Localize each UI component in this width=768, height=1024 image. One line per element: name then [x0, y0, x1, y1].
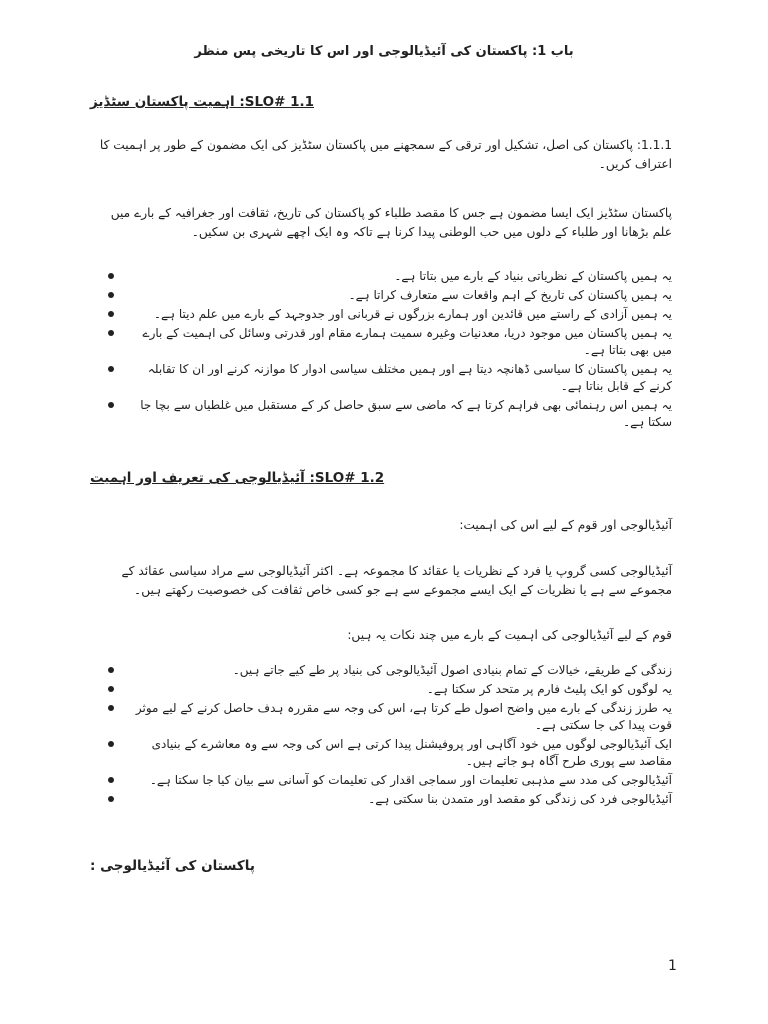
list-item [108, 736, 672, 770]
list-item [108, 397, 672, 431]
bullet-icon [108, 686, 114, 692]
bullet-icon [108, 292, 114, 298]
bullet-icon [108, 311, 114, 317]
list-item [108, 700, 672, 734]
list-item-text: آئیڈیالوجی کی مدد سے مذہبی تعلیمات اور سماجی اقدار کی تعلیمات کو آسانی سے بیان کیا جا سکتا ہے۔ [149, 773, 672, 787]
list-item-text: آئیڈیالوجی فرد کی زندگی کو مقصد اور متمدن بنا سکتی ہے۔ [368, 792, 672, 806]
list-item [108, 772, 672, 789]
section-heading-text: پاکستان کی آئیڈیالوجی : [90, 858, 255, 874]
section-heading-slo-1-2 [90, 470, 678, 486]
section-heading-slo-1-1 [90, 94, 678, 110]
section-heading-text: SLO# 1.2: آئیڈیالوجی کی تعریف اور اہمیت [90, 470, 385, 486]
list-item-text: یہ ہمیں پاکستان کی تاریخ کے اہم واقعات سے متعارف کراتا ہے۔ [348, 288, 672, 302]
bullet-icon [108, 330, 114, 336]
list-item [108, 681, 672, 698]
list-item-text: یہ ہمیں پاکستان میں موجود دریا، معدنیات وغیرہ سمیت ہمارے مقام اور قدرتی وسائل کی اہمیت کے بارے میں بھی بتاتا ہے۔ [142, 326, 672, 357]
bullet-list-ideology-importance [108, 662, 672, 810]
list-item-text: یہ ہمیں آزادی کے راستے میں قائدین اور ہمارے بزرگوں نے قربانی اور جدوجہد کے بارے میں علم دیتا ہے۔ [153, 307, 672, 321]
list-item [108, 361, 672, 395]
list-item-text: یہ ہمیں پاکستان کے نظریاتی بنیاد کے بارے میں بتاتا ہے۔ [394, 269, 672, 283]
section-heading-pakistan-ideology [90, 858, 678, 874]
paragraph-ideology-points-intro: قوم کے لیے آئیڈیالوجی کی اہمیت کے بارے میں چند نکات یہ ہیں: [347, 628, 672, 642]
bullet-icon [108, 667, 114, 673]
list-item-text: یہ ہمیں پاکستان کا سیاسی ڈھانچہ دیتا ہے اور ہمیں مختلف سیاسی ادوار کا موازنہ کرنے اور ان کا تقابلہ کرنے کے قابل بناتا ہے۔ [147, 362, 672, 393]
bullet-icon [108, 777, 114, 783]
list-item [108, 791, 672, 808]
section-heading-text: SLO# 1.1: اہمیت پاکستان سٹڈیز [90, 94, 315, 110]
bullet-icon [108, 796, 114, 802]
list-item [108, 306, 672, 323]
list-item-text: یہ طرز زندگی کے بارے میں واضح اصول طے کرتا ہے، اس کی وجہ سے مقررہ ہدف حاصل کرنے کے لیے موثر قوت پیدا کی جا سکتی ہے۔ [135, 701, 672, 732]
paragraph-ideology-importance-intro: آئیڈیالوجی اور قوم کے لیے اس کی اہمیت: [459, 518, 672, 532]
bullet-icon [108, 741, 114, 747]
list-item-text: یہ لوگوں کو ایک پلیٹ فارم پر متحد کر سکتا ہے۔ [426, 682, 672, 696]
bullet-list-pakistan-studies [108, 268, 672, 433]
bullet-icon [108, 402, 114, 408]
paragraph-slo-1-1-1: 1.1.1: پاکستان کی اصل، تشکیل اور ترقی کے سمجھنے میں پاکستان سٹڈیز کی ایک مضمون کے طور پر اہمیت کا اعتراف کریں۔ [99, 138, 672, 171]
list-item [108, 287, 672, 304]
bullet-icon [108, 366, 114, 372]
list-item [108, 268, 672, 285]
paragraph-ideology-definition: آئیڈیالوجی کسی گروپ یا فرد کے نظریات یا عقائد کا مجموعہ ہے۔ اکثر آئیڈیالوجی سے مراد سیاسی عقائد کے مجموعے سے ہے یا نظریات کے ایک ایسے مجموعے سے ہے جو کسی خاص ثقافت کی خصوصیت رکھتے ہیں۔ [121, 564, 672, 597]
chapter-title: باب 1: پاکستان کی آئیڈیالوجی اور اس کا تاریخی پس منظر [194, 44, 574, 59]
bullet-icon [108, 705, 114, 711]
bullet-icon [108, 273, 114, 279]
list-item [108, 325, 672, 359]
list-item-text: زندگی کے طریقے، خیالات کے تمام بنیادی اصول آئیڈیالوجی کی بنیاد پر طے کیے جاتے ہیں۔ [232, 663, 672, 677]
list-item-text: یہ ہمیں اس رہنمائی بھی فراہم کرتا ہے کہ ماضی سے سبق حاصل کر کے مستقبل میں غلطیاں سے بچا جا سکتا ہے۔ [140, 398, 672, 429]
page-number: 1 [668, 958, 677, 974]
list-item-text: ایک آئیڈیالوجی لوگوں میں خود آگاہی اور پروفیشنل پیدا کرتی ہے اس کی وجہ سے وہ معاشرے کے بنیادی مقاصد سے پوری طرح آگاہ ہو جاتے ہیں۔ [151, 737, 672, 768]
list-item [108, 662, 672, 679]
paragraph-pakistan-studies-definition: پاکستان سٹڈیز ایک ایسا مضمون ہے جس کا مقصد طلباء کو پاکستان کی تاریخ، ثقافت اور جغرافیہ کے بارے میں علم بڑھانا اور طلباء کے دلوں میں حب الوطنی پیدا کرنا ہے تاکہ وہ ایک اچھے شہری بن سکیں۔ [110, 206, 672, 239]
